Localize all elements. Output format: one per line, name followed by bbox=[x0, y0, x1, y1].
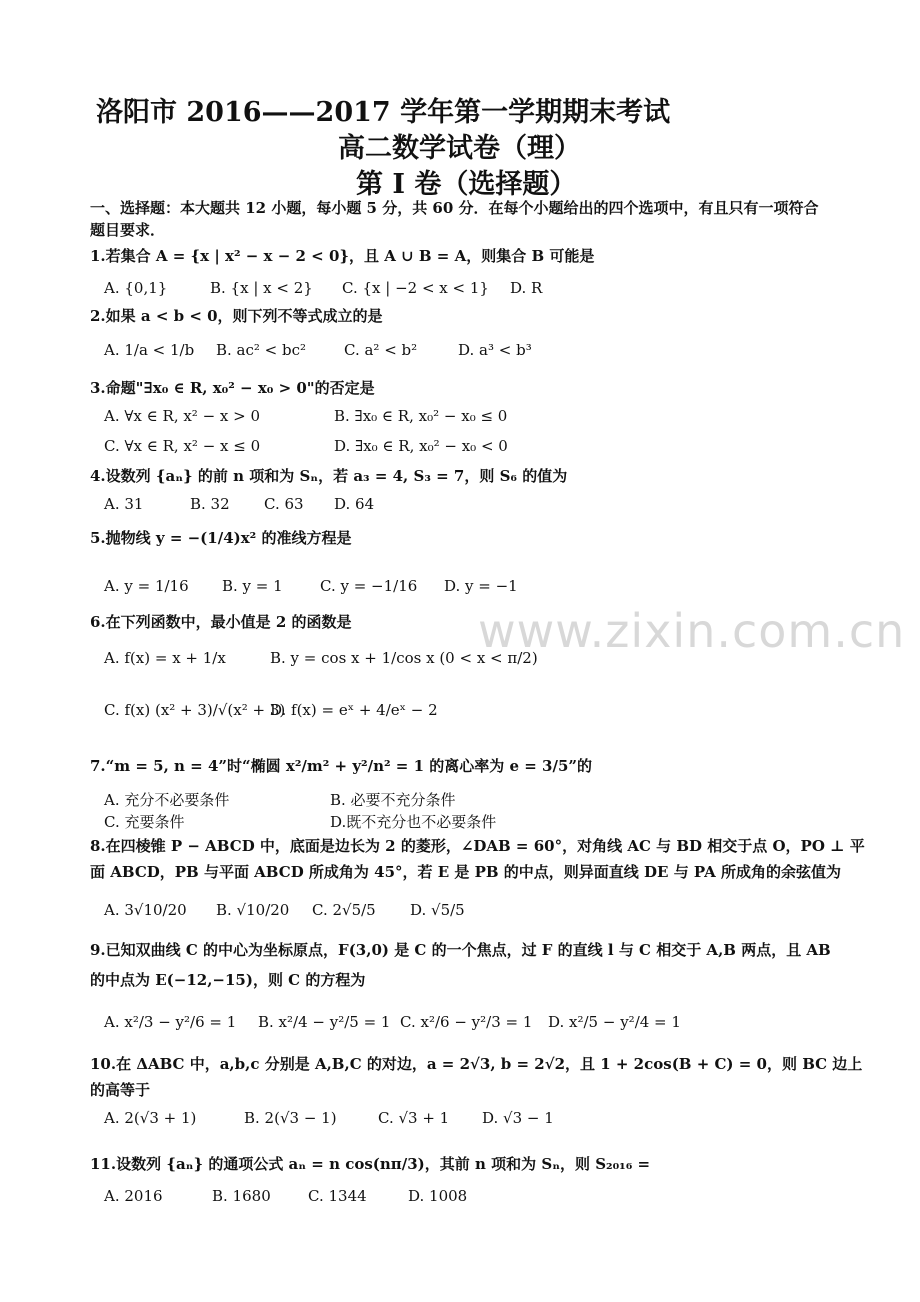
question-1-option-c: C. {x | −2 < x < 1} bbox=[342, 279, 489, 297]
question-10-stem-line-1: 10.在 ΔABC 中，a,b,c 分别是 A,B,C 的对边，a = 2√3, b = 2√2，且 1 + 2cos(B + C) = 0，则 BC 边上 bbox=[90, 1055, 863, 1073]
question-2-option-b: B. ac² < bc² bbox=[216, 341, 307, 359]
question-6-option-c: C. f(x) (x² + 3)/√(x² + 3) bbox=[104, 701, 286, 719]
question-5-option-d: D. y = −1 bbox=[444, 577, 518, 595]
question-9-option-d: D. x²/5 − y²/4 = 1 bbox=[548, 1013, 681, 1031]
question-9-option-c: C. x²/6 − y²/3 = 1 bbox=[400, 1013, 533, 1031]
question-11-option-d: D. 1008 bbox=[408, 1187, 468, 1205]
section-title: 第 I 卷（选择题） bbox=[356, 169, 577, 200]
question-2-option-a: A. 1/a < 1/b bbox=[104, 341, 195, 359]
question-5-option-a: A. y = 1/16 bbox=[104, 577, 189, 595]
question-2-option-c: C. a² < b² bbox=[344, 341, 418, 359]
question-1-option-d: D. R bbox=[510, 279, 543, 297]
question-11-option-a: A. 2016 bbox=[104, 1187, 163, 1205]
question-11-option-b: B. 1680 bbox=[212, 1187, 271, 1205]
question-7-option-d: D.既不充分也不必要条件 bbox=[330, 813, 497, 831]
question-1-option-b: B. {x | x < 2} bbox=[210, 279, 313, 297]
question-8-stem-line-2: 面 ABCD，PB 与平面 ABCD 所成角为 45°，若 E 是 PB 的中点，则异面直线 DE 与 PA 所成角的余弦值为 bbox=[90, 863, 841, 881]
question-1-option-a: A. {0,1} bbox=[104, 279, 168, 297]
question-6-option-b: B. y = cos x + 1/cos x (0 < x < π/2) bbox=[270, 649, 538, 667]
question-3-option-d: D. ∃x₀ ∈ R, x₀² − x₀ < 0 bbox=[334, 437, 508, 455]
question-4-option-c: C. 63 bbox=[264, 495, 304, 513]
question-10-stem-line-2: 的高等于 bbox=[90, 1081, 151, 1099]
question-7-option-b: B. 必要不充分条件 bbox=[330, 791, 456, 809]
question-9-stem-line-2: 的中点为 E(−12,−15)，则 C 的方程为 bbox=[90, 971, 366, 989]
question-3-option-b: B. ∃x₀ ∈ R, x₀² − x₀ ≤ 0 bbox=[334, 407, 508, 425]
question-10-option-b: B. 2(√3 − 1) bbox=[244, 1109, 337, 1127]
question-2-stem: 2.如果 a < b < 0，则下列不等式成立的是 bbox=[90, 307, 383, 325]
question-5-stem: 5.抛物线 y = −(1/4)x² 的准线方程是 bbox=[90, 529, 352, 547]
question-3-stem: 3.命题"∃x₀ ∈ R, x₀² − x₀ > 0"的否定是 bbox=[90, 379, 375, 397]
question-7-option-a: A. 充分不必要条件 bbox=[104, 791, 230, 809]
question-9-stem-line-1: 9.已知双曲线 C 的中心为坐标原点，F(3,0) 是 C 的一个焦点，过 F 的直线 l 与 C 相交于 A,B 两点，且 AB bbox=[90, 941, 831, 959]
question-2-option-d: D. a³ < b³ bbox=[458, 341, 532, 359]
question-4-option-b: B. 32 bbox=[190, 495, 230, 513]
question-6-option-a: A. f(x) = x + 1/x bbox=[104, 649, 226, 667]
question-5-option-b: B. y = 1 bbox=[222, 577, 283, 595]
question-10-option-c: C. √3 + 1 bbox=[378, 1109, 450, 1127]
question-11-option-c: C. 1344 bbox=[308, 1187, 367, 1205]
question-4-option-a: A. 31 bbox=[104, 495, 144, 513]
question-3-option-a: A. ∀x ∈ R, x² − x > 0 bbox=[104, 407, 261, 425]
question-5-option-c: C. y = −1/16 bbox=[320, 577, 418, 595]
question-8-option-c: C. 2√5/5 bbox=[312, 901, 376, 919]
question-10-option-a: A. 2(√3 + 1) bbox=[104, 1109, 197, 1127]
question-1-stem: 1.若集合 A = {x | x² − x − 2 < 0}，且 A ∪ B = A，则集合 B 可能是 bbox=[90, 247, 595, 265]
question-9-option-a: A. x²/3 − y²/6 = 1 bbox=[104, 1013, 237, 1031]
exam-title: 洛阳市 2016——2017 学年第一学期期末考试 bbox=[96, 97, 671, 128]
question-8-option-d: D. √5/5 bbox=[410, 901, 465, 919]
instructions-line-1: 一、选择题：本大题共 12 小题，每小题 5 分，共 60 分．在每个小题给出的四个选项中，有且只有一项符合 bbox=[90, 199, 819, 217]
question-6-stem: 6.在下列函数中，最小值是 2 的函数是 bbox=[90, 613, 352, 631]
question-8-option-a: A. 3√10/20 bbox=[104, 901, 187, 919]
exam-subtitle: 高二数学试卷（理） bbox=[338, 133, 581, 164]
question-4-stem: 4.设数列 {aₙ} 的前 n 项和为 Sₙ，若 a₃ = 4, S₃ = 7，则 S₆ 的值为 bbox=[90, 467, 568, 485]
question-6-option-d: D. f(x) = eˣ + 4/eˣ − 2 bbox=[270, 701, 438, 719]
question-7-stem: 7.“m = 5, n = 4”时“椭圆 x²/m² + y²/n² = 1 的离心率为 e = 3/5”的 bbox=[90, 757, 593, 775]
question-9-option-b: B. x²/4 − y²/5 = 1 bbox=[258, 1013, 391, 1031]
question-7-option-c: C. 充要条件 bbox=[104, 813, 185, 831]
question-10-option-d: D. √3 − 1 bbox=[482, 1109, 554, 1127]
question-11-stem: 11.设数列 {aₙ} 的通项公式 aₙ = n cos(nπ/3)，其前 n 项和为 Sₙ，则 S₂₀₁₆ = bbox=[90, 1155, 651, 1173]
question-8-option-b: B. √10/20 bbox=[216, 901, 290, 919]
watermark-text: www.zixin.com.cn bbox=[478, 604, 906, 658]
instructions-line-2: 题目要求． bbox=[90, 221, 166, 239]
question-8-stem-line-1: 8.在四棱锥 P − ABCD 中，底面是边长为 2 的菱形，∠DAB = 60°，对角线 AC 与 BD 相交于点 O，PO ⊥ 平 bbox=[90, 837, 865, 855]
question-4-option-d: D. 64 bbox=[334, 495, 375, 513]
question-3-option-c: C. ∀x ∈ R, x² − x ≤ 0 bbox=[104, 437, 261, 455]
